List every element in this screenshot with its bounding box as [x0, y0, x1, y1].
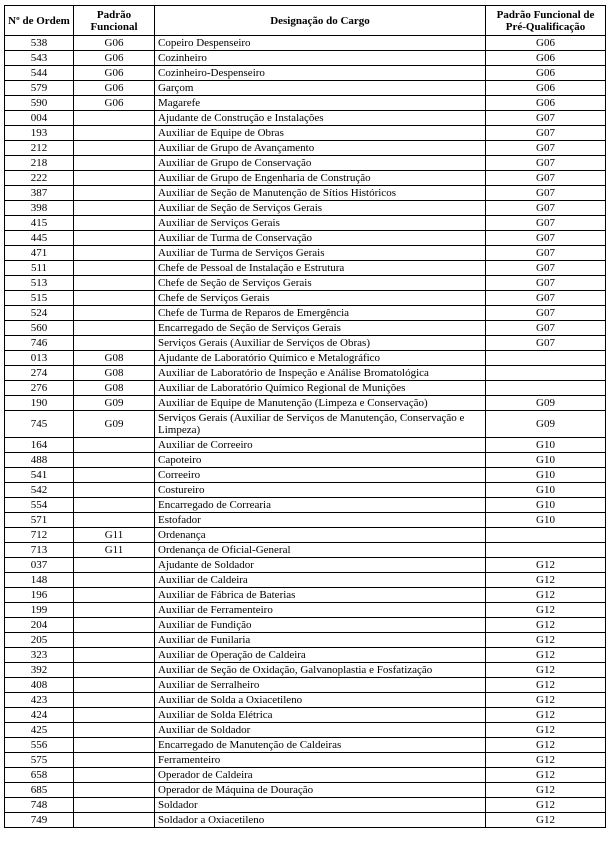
table-row	[5, 498, 606, 513]
cell-designacao: Auxiliar de Turma de Conservação	[155, 231, 486, 246]
table-row	[5, 723, 606, 738]
cell-designacao: Auxiliar de Fábrica de Baterias	[155, 588, 486, 603]
cell-ordem: 425	[5, 723, 74, 738]
cell-padrao-funcional: G06	[74, 96, 155, 111]
cell-padrao-funcional	[74, 453, 155, 468]
cell-pre-qualificacao: G07	[486, 171, 606, 186]
cell-designacao: Ajudante de Soldador	[155, 558, 486, 573]
cell-ordem: 543	[5, 51, 74, 66]
cell-padrao-funcional: G06	[74, 81, 155, 96]
cell-ordem: 712	[5, 528, 74, 543]
cell-ordem: 423	[5, 693, 74, 708]
cell-padrao-funcional	[74, 618, 155, 633]
cell-ordem: 415	[5, 216, 74, 231]
cell-padrao-funcional: G11	[74, 528, 155, 543]
table-row	[5, 336, 606, 351]
cell-ordem: 408	[5, 678, 74, 693]
cell-padrao-funcional	[74, 483, 155, 498]
cell-ordem: 513	[5, 276, 74, 291]
table-row	[5, 231, 606, 246]
cell-pre-qualificacao: G06	[486, 81, 606, 96]
cell-pre-qualificacao: G12	[486, 603, 606, 618]
cell-padrao-funcional: G09	[74, 396, 155, 411]
cell-pre-qualificacao	[486, 351, 606, 366]
cell-designacao: Auxiliar de Turma de Serviços Gerais	[155, 246, 486, 261]
table-row	[5, 798, 606, 813]
cell-designacao: Capoteiro	[155, 453, 486, 468]
header-row	[5, 6, 606, 36]
cell-ordem: 471	[5, 246, 74, 261]
cell-ordem: 541	[5, 468, 74, 483]
cell-padrao-funcional	[74, 633, 155, 648]
cell-pre-qualificacao: G10	[486, 483, 606, 498]
cell-ordem: 515	[5, 291, 74, 306]
cell-pre-qualificacao	[486, 381, 606, 396]
cell-pre-qualificacao: G07	[486, 201, 606, 216]
cell-padrao-funcional	[74, 768, 155, 783]
cell-ordem: 685	[5, 783, 74, 798]
table-row	[5, 573, 606, 588]
cell-designacao: Soldador	[155, 798, 486, 813]
table-row	[5, 453, 606, 468]
cell-ordem: 544	[5, 66, 74, 81]
cell-designacao: Auxiliar de Soldador	[155, 723, 486, 738]
cell-padrao-funcional	[74, 306, 155, 321]
cell-designacao: Auxiliar de Correeiro	[155, 438, 486, 453]
cell-pre-qualificacao: G12	[486, 708, 606, 723]
cell-ordem: 556	[5, 738, 74, 753]
cell-ordem: 424	[5, 708, 74, 723]
cell-designacao: Cozinheiro	[155, 51, 486, 66]
table-row	[5, 141, 606, 156]
cell-pre-qualificacao: G10	[486, 468, 606, 483]
cell-padrao-funcional: G11	[74, 543, 155, 558]
table-row	[5, 366, 606, 381]
cell-pre-qualificacao: G06	[486, 96, 606, 111]
table-row	[5, 768, 606, 783]
cell-pre-qualificacao: G12	[486, 573, 606, 588]
cell-pre-qualificacao: G07	[486, 126, 606, 141]
cell-padrao-funcional	[74, 321, 155, 336]
table-row	[5, 261, 606, 276]
cargo-table	[4, 5, 606, 828]
cell-pre-qualificacao: G12	[486, 663, 606, 678]
table-row	[5, 783, 606, 798]
table-row	[5, 291, 606, 306]
cell-ordem: 571	[5, 513, 74, 528]
cell-pre-qualificacao: G07	[486, 306, 606, 321]
cell-pre-qualificacao: G12	[486, 693, 606, 708]
table-row	[5, 186, 606, 201]
cell-designacao: Auxiliar de Caldeira	[155, 573, 486, 588]
cell-pre-qualificacao	[486, 366, 606, 381]
cell-designacao: Auxiliar de Laboratório Químico Regional de Munições	[155, 381, 486, 396]
cell-ordem: 193	[5, 126, 74, 141]
cell-padrao-funcional	[74, 276, 155, 291]
cell-ordem: 748	[5, 798, 74, 813]
cell-designacao: Ordenança	[155, 528, 486, 543]
cell-designacao: Chefe de Turma de Reparos de Emergência	[155, 306, 486, 321]
table-row	[5, 693, 606, 708]
cell-ordem: 445	[5, 231, 74, 246]
cell-ordem: 590	[5, 96, 74, 111]
cell-pre-qualificacao: G06	[486, 66, 606, 81]
cell-ordem: 524	[5, 306, 74, 321]
table-row	[5, 276, 606, 291]
cell-designacao: Magarefe	[155, 96, 486, 111]
cell-padrao-funcional	[74, 246, 155, 261]
cell-pre-qualificacao: G12	[486, 738, 606, 753]
table-row	[5, 156, 606, 171]
cell-pre-qualificacao: G09	[486, 411, 606, 438]
cell-padrao-funcional	[74, 723, 155, 738]
cell-pre-qualificacao: G07	[486, 291, 606, 306]
cell-designacao: Encarregado de Seção de Serviços Gerais	[155, 321, 486, 336]
cell-ordem: 204	[5, 618, 74, 633]
table-row	[5, 558, 606, 573]
cell-padrao-funcional	[74, 231, 155, 246]
cell-ordem: 746	[5, 336, 74, 351]
table-row	[5, 468, 606, 483]
cell-designacao: Chefe de Serviços Gerais	[155, 291, 486, 306]
cell-ordem: 148	[5, 573, 74, 588]
cell-padrao-funcional	[74, 513, 155, 528]
cell-pre-qualificacao	[486, 543, 606, 558]
cell-designacao: Ordenança de Oficial-General	[155, 543, 486, 558]
cell-padrao-funcional	[74, 201, 155, 216]
cell-padrao-funcional	[74, 171, 155, 186]
cell-designacao: Auxiliar de Funilaria	[155, 633, 486, 648]
cell-padrao-funcional	[74, 798, 155, 813]
cell-padrao-funcional	[74, 588, 155, 603]
table-row	[5, 171, 606, 186]
cell-pre-qualificacao: G12	[486, 813, 606, 828]
table-row	[5, 678, 606, 693]
table-row	[5, 111, 606, 126]
cell-padrao-funcional	[74, 498, 155, 513]
cell-pre-qualificacao: G07	[486, 246, 606, 261]
table-row	[5, 51, 606, 66]
cell-pre-qualificacao: G07	[486, 156, 606, 171]
cell-designacao: Soldador a Oxiacetileno	[155, 813, 486, 828]
cell-pre-qualificacao: G12	[486, 798, 606, 813]
table-row	[5, 126, 606, 141]
table-row	[5, 306, 606, 321]
cell-designacao: Auxiliar de Equipe de Obras	[155, 126, 486, 141]
table-row	[5, 543, 606, 558]
cell-padrao-funcional	[74, 126, 155, 141]
cell-designacao: Costureiro	[155, 483, 486, 498]
cell-pre-qualificacao: G12	[486, 633, 606, 648]
cell-pre-qualificacao: G07	[486, 231, 606, 246]
cell-padrao-funcional	[74, 708, 155, 723]
cell-ordem: 749	[5, 813, 74, 828]
table-row	[5, 321, 606, 336]
cell-pre-qualificacao: G10	[486, 438, 606, 453]
cell-padrao-funcional	[74, 678, 155, 693]
cell-padrao-funcional	[74, 111, 155, 126]
cell-designacao: Auxiliar de Grupo de Engenharia de Construção	[155, 171, 486, 186]
cell-designacao: Auxiliar de Seção de Manutenção de Sítios Históricos	[155, 186, 486, 201]
cell-padrao-funcional	[74, 261, 155, 276]
cell-designacao: Auxiliar de Solda Elétrica	[155, 708, 486, 723]
cell-padrao-funcional	[74, 468, 155, 483]
cell-pre-qualificacao: G07	[486, 186, 606, 201]
cell-ordem: 196	[5, 588, 74, 603]
cell-padrao-funcional: G08	[74, 351, 155, 366]
cell-ordem: 323	[5, 648, 74, 663]
table-row	[5, 708, 606, 723]
cell-designacao: Auxiliar de Operação de Caldeira	[155, 648, 486, 663]
cell-ordem: 575	[5, 753, 74, 768]
cell-padrao-funcional	[74, 141, 155, 156]
cell-pre-qualificacao: G12	[486, 588, 606, 603]
table-row	[5, 813, 606, 828]
cell-ordem: 205	[5, 633, 74, 648]
table-row	[5, 588, 606, 603]
cell-designacao: Auxiliar de Fundição	[155, 618, 486, 633]
cell-ordem: 199	[5, 603, 74, 618]
table-row	[5, 351, 606, 366]
cell-pre-qualificacao: G10	[486, 453, 606, 468]
table-row	[5, 216, 606, 231]
cell-padrao-funcional	[74, 186, 155, 201]
cell-padrao-funcional	[74, 216, 155, 231]
cell-pre-qualificacao: G06	[486, 51, 606, 66]
table-row	[5, 81, 606, 96]
cell-designacao: Copeiro Despenseiro	[155, 36, 486, 51]
table-row	[5, 738, 606, 753]
cell-ordem: 542	[5, 483, 74, 498]
cell-ordem: 398	[5, 201, 74, 216]
cell-pre-qualificacao: G07	[486, 276, 606, 291]
cell-pre-qualificacao: G07	[486, 336, 606, 351]
table-row	[5, 36, 606, 51]
cell-padrao-funcional	[74, 813, 155, 828]
cell-ordem: 387	[5, 186, 74, 201]
cell-designacao: Chefe de Pessoal de Instalação e Estrutura	[155, 261, 486, 276]
cell-ordem: 745	[5, 411, 74, 438]
cell-designacao: Auxiliar de Seção de Serviços Gerais	[155, 201, 486, 216]
cell-designacao: Auxiliar de Equipe de Manutenção (Limpeza e Conservação)	[155, 396, 486, 411]
cell-ordem: 488	[5, 453, 74, 468]
table-row	[5, 648, 606, 663]
cell-padrao-funcional: G09	[74, 411, 155, 438]
header-designacao: Designação do Cargo	[155, 6, 486, 36]
cell-designacao: Auxiliar de Serralheiro	[155, 678, 486, 693]
table-row	[5, 411, 606, 438]
cell-designacao: Chefe de Seção de Serviços Gerais	[155, 276, 486, 291]
cell-designacao: Auxiliar de Ferramenteiro	[155, 603, 486, 618]
cell-ordem: 658	[5, 768, 74, 783]
cell-designacao: Encarregado de Correaria	[155, 498, 486, 513]
table-row	[5, 96, 606, 111]
table-row	[5, 483, 606, 498]
table-row	[5, 528, 606, 543]
cell-designacao: Ajudante de Laboratório Químico e Metalográfico	[155, 351, 486, 366]
table-row	[5, 513, 606, 528]
header-padrao-funcional: Padrão Funcional	[74, 6, 155, 36]
cell-pre-qualificacao: G12	[486, 678, 606, 693]
cell-designacao: Encarregado de Manutenção de Caldeiras	[155, 738, 486, 753]
cell-pre-qualificacao: G07	[486, 216, 606, 231]
cell-pre-qualificacao: G12	[486, 723, 606, 738]
cell-designacao: Serviços Gerais (Auxiliar de Serviços de Obras)	[155, 336, 486, 351]
table-row	[5, 618, 606, 633]
cell-pre-qualificacao: G06	[486, 36, 606, 51]
cell-ordem: 276	[5, 381, 74, 396]
cell-padrao-funcional: G06	[74, 51, 155, 66]
cell-padrao-funcional	[74, 573, 155, 588]
cell-ordem: 037	[5, 558, 74, 573]
cell-pre-qualificacao: G09	[486, 396, 606, 411]
table-row	[5, 438, 606, 453]
cell-ordem: 554	[5, 498, 74, 513]
cell-designacao: Auxiliar de Seção de Oxidação, Galvanoplastia e Fosfatização	[155, 663, 486, 678]
table-row	[5, 633, 606, 648]
cell-padrao-funcional	[74, 663, 155, 678]
cell-designacao: Cozinheiro-Despenseiro	[155, 66, 486, 81]
table-row	[5, 753, 606, 768]
cell-designacao: Auxiliar de Solda a Oxiacetileno	[155, 693, 486, 708]
cell-designacao: Garçom	[155, 81, 486, 96]
cell-ordem: 511	[5, 261, 74, 276]
cell-ordem: 392	[5, 663, 74, 678]
cell-pre-qualificacao: G12	[486, 618, 606, 633]
cell-ordem: 218	[5, 156, 74, 171]
table-row	[5, 603, 606, 618]
table-body	[5, 36, 606, 828]
cell-padrao-funcional	[74, 156, 155, 171]
cell-designacao: Correeiro	[155, 468, 486, 483]
cell-designacao: Auxiliar de Laboratório de Inspeção e Análise Bromatológica	[155, 366, 486, 381]
cell-pre-qualificacao: G12	[486, 768, 606, 783]
cell-pre-qualificacao: G07	[486, 321, 606, 336]
table-row	[5, 396, 606, 411]
cell-designacao: Ferramenteiro	[155, 753, 486, 768]
cell-pre-qualificacao: G07	[486, 261, 606, 276]
cell-padrao-funcional	[74, 738, 155, 753]
cell-ordem: 013	[5, 351, 74, 366]
cell-pre-qualificacao: G12	[486, 648, 606, 663]
cell-designacao: Auxiliar de Grupo de Conservação	[155, 156, 486, 171]
table-row	[5, 381, 606, 396]
cell-ordem: 713	[5, 543, 74, 558]
cell-pre-qualificacao	[486, 528, 606, 543]
cell-ordem: 004	[5, 111, 74, 126]
cell-padrao-funcional	[74, 753, 155, 768]
cell-ordem: 222	[5, 171, 74, 186]
cell-ordem: 164	[5, 438, 74, 453]
cell-padrao-funcional: G06	[74, 36, 155, 51]
header-ordem: Nº de Ordem	[5, 6, 74, 36]
cell-designacao: Estofador	[155, 513, 486, 528]
cell-designacao: Auxiliar de Serviços Gerais	[155, 216, 486, 231]
cell-ordem: 274	[5, 366, 74, 381]
header-pre-qualificacao: Padrão Funcional de Pré-Qualificação	[486, 6, 606, 36]
cell-padrao-funcional	[74, 291, 155, 306]
table-row	[5, 66, 606, 81]
cell-ordem: 538	[5, 36, 74, 51]
cell-ordem: 190	[5, 396, 74, 411]
cell-ordem: 579	[5, 81, 74, 96]
cell-padrao-funcional: G08	[74, 381, 155, 396]
cell-padrao-funcional	[74, 648, 155, 663]
cell-designacao: Auxiliar de Grupo de Avançamento	[155, 141, 486, 156]
cell-pre-qualificacao: G07	[486, 111, 606, 126]
cell-padrao-funcional	[74, 558, 155, 573]
cell-ordem: 560	[5, 321, 74, 336]
cell-padrao-funcional	[74, 603, 155, 618]
cell-designacao: Operador de Máquina de Douração	[155, 783, 486, 798]
cell-padrao-funcional	[74, 336, 155, 351]
table-row	[5, 201, 606, 216]
cell-pre-qualificacao: G10	[486, 498, 606, 513]
table-row	[5, 663, 606, 678]
cell-pre-qualificacao: G12	[486, 783, 606, 798]
table-row	[5, 246, 606, 261]
cell-padrao-funcional	[74, 783, 155, 798]
cell-padrao-funcional: G08	[74, 366, 155, 381]
cell-padrao-funcional: G06	[74, 66, 155, 81]
cell-designacao: Operador de Caldeira	[155, 768, 486, 783]
cell-designacao: Ajudante de Construção e Instalações	[155, 111, 486, 126]
cell-pre-qualificacao: G12	[486, 558, 606, 573]
cell-ordem: 212	[5, 141, 74, 156]
cell-padrao-funcional	[74, 693, 155, 708]
cell-designacao: Serviços Gerais (Auxiliar de Serviços de Manutenção, Conservação e Limpeza)	[155, 411, 486, 438]
cell-pre-qualificacao: G10	[486, 513, 606, 528]
cell-pre-qualificacao: G07	[486, 141, 606, 156]
cell-pre-qualificacao: G12	[486, 753, 606, 768]
cell-padrao-funcional	[74, 438, 155, 453]
